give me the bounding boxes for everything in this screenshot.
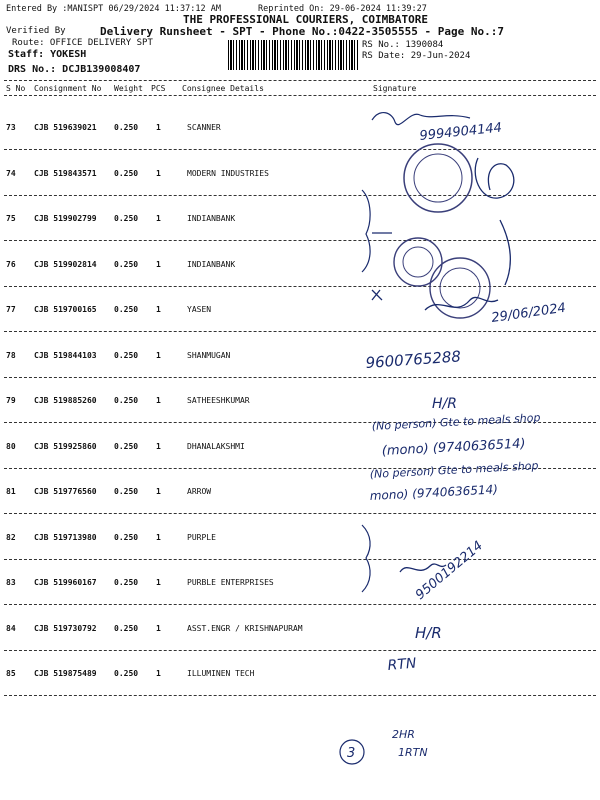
row-divider (4, 422, 596, 423)
row-weight: 0.250 (114, 168, 139, 178)
row-consignment: CJB 519960167 (34, 578, 97, 587)
row-weight: 0.250 (114, 214, 139, 223)
row-pcs: 1 (156, 214, 161, 223)
row-sno: 77 (6, 305, 16, 314)
row-consignee: YASEN (187, 305, 212, 314)
hr-84: H/R (415, 624, 442, 642)
row-divider (4, 331, 596, 332)
row-sno: 74 (6, 168, 16, 178)
signature-76 (500, 220, 510, 285)
note-80a: (No person) Gte to meals shop (371, 411, 541, 433)
col-pcs: PCS (151, 84, 166, 93)
row-pcs: 1 (156, 441, 161, 451)
row-pcs: 1 (156, 396, 161, 405)
row-divider (4, 195, 596, 196)
footer-rtn: 1RTN (398, 746, 428, 759)
divider-header (4, 95, 596, 96)
row-weight: 0.250 (114, 350, 139, 360)
stamp-icon (404, 144, 472, 212)
col-sno: S No (6, 84, 26, 93)
bracket-75-76 (362, 190, 370, 272)
stamp-icon (430, 258, 490, 318)
col-consignment: Consignment No (34, 84, 102, 93)
divider-top (4, 80, 596, 81)
hr-79: H/R (432, 396, 457, 412)
row-consignee: DHANALAKSHMI (187, 441, 245, 451)
row-consignment: CJB 519902814 (34, 259, 97, 269)
row-pcs: 1 (156, 487, 161, 496)
phone-78: 9600765288 (365, 347, 462, 372)
row-consignment: CJB 519639021 (34, 123, 97, 132)
col-signature: Signature (373, 84, 417, 93)
col-weight: Weight (114, 84, 143, 93)
row-sno: 84 (6, 623, 16, 633)
note-81b: mono) (9740636514) (369, 482, 499, 503)
row-divider (4, 650, 596, 651)
staff: Staff: YOKESH (8, 49, 87, 60)
phone-83: 9500192214 (412, 538, 486, 604)
row-consignment: CJB 519844103 (34, 350, 97, 360)
signature-77 (425, 297, 498, 310)
rtn-85: RTN (386, 655, 418, 674)
col-consignee: Consignee Details (182, 84, 264, 93)
row-weight: 0.250 (114, 669, 139, 678)
row-consignee: SCANNER (187, 123, 221, 132)
company-name: THE PROFESSIONAL COURIERS, COIMBATORE (183, 13, 429, 26)
drs-no: DRS No.: DCJB139008407 (8, 64, 141, 75)
row-sno: 73 (6, 123, 16, 132)
signature-73 (372, 113, 470, 125)
row-pcs: 1 (156, 532, 161, 542)
rs-no: RS No.: 1390084 (362, 40, 444, 50)
row-weight: 0.250 (114, 578, 139, 587)
row-pcs: 1 (156, 623, 161, 633)
reprinted-on: Reprinted On: 29-06-2024 11:39:27 (258, 4, 427, 14)
footer-hr: 2HR (392, 728, 415, 741)
mark-77 (372, 290, 382, 300)
row-consignment: CJB 519700165 (34, 305, 97, 314)
route: Route: OFFICE DELIVERY SPT (12, 38, 153, 48)
row-consignment: CJB 519730792 (34, 623, 97, 633)
row-divider (4, 604, 596, 605)
row-weight: 0.250 (114, 259, 139, 269)
row-weight: 0.250 (114, 441, 139, 451)
row-sno: 78 (6, 350, 16, 360)
row-sno: 79 (6, 396, 16, 405)
note-80b: (mono) (9740636514) (381, 436, 526, 459)
row-weight: 0.250 (114, 532, 139, 542)
row-consignment: CJB 519925860 (34, 441, 97, 451)
entered-by: Entered By :MANISPT 06/29/2024 11:37:12 AM (6, 4, 221, 14)
signature-74 (475, 158, 514, 198)
row-consignment: CJB 519885260 (34, 396, 97, 405)
barcode (228, 40, 358, 70)
row-sno: 82 (6, 532, 16, 542)
row-divider (4, 240, 596, 241)
row-consignee: SHANMUGAN (187, 350, 231, 360)
row-consignee: MODERN INDUSTRIES (187, 168, 269, 178)
row-pcs: 1 (156, 350, 161, 360)
row-weight: 0.250 (114, 123, 139, 132)
verified-by: Verified By (6, 26, 66, 36)
row-consignment: CJB 519776560 (34, 487, 97, 496)
row-consignment: CJB 519713980 (34, 532, 97, 542)
footer-count: 3 (347, 746, 356, 761)
row-pcs: 1 (156, 669, 161, 678)
row-consignment: CJB 519902799 (34, 214, 97, 223)
row-sno: 75 (6, 214, 16, 223)
row-weight: 0.250 (114, 396, 139, 405)
row-divider (4, 149, 596, 150)
runsheet-title: Delivery Runsheet - SPT - Phone No.:0422-3505555 - Page No.:7 (100, 25, 504, 38)
row-sno: 76 (6, 259, 16, 269)
row-divider (4, 513, 596, 514)
row-consignee: INDIANBANK (187, 259, 236, 269)
row-pcs: 1 (156, 578, 161, 587)
row-divider (4, 286, 596, 287)
row-consignment: CJB 519843571 (34, 168, 97, 178)
row-consignee: ASST.ENGR / KRISHNAPURAM (187, 623, 303, 633)
row-divider (4, 377, 596, 378)
signature-83 (400, 564, 446, 572)
stamp-icon (394, 238, 442, 286)
row-consignee: INDIANBANK (187, 214, 236, 223)
row-weight: 0.250 (114, 623, 139, 633)
row-weight: 0.250 (114, 305, 139, 314)
row-pcs: 1 (156, 168, 161, 178)
rs-date: RS Date: 29-Jun-2024 (362, 51, 471, 61)
tally-circle (340, 740, 364, 764)
phone-73: 9994904144 (418, 120, 503, 144)
note-81a: (No person) Gte to meals shop (369, 459, 539, 481)
row-divider (4, 468, 596, 469)
row-consignee: PURPLE (187, 532, 216, 542)
row-divider (4, 695, 596, 696)
row-pcs: 1 (156, 305, 161, 314)
row-consignment: CJB 519875489 (34, 669, 97, 678)
row-pcs: 1 (156, 123, 161, 132)
row-divider (4, 559, 596, 560)
row-consignee: ARROW (187, 487, 212, 496)
row-pcs: 1 (156, 259, 161, 269)
row-consignee: PURBLE ENTERPRISES (187, 578, 274, 587)
row-consignee: SATHEESHKUMAR (187, 396, 250, 405)
row-weight: 0.250 (114, 487, 139, 496)
row-sno: 81 (6, 487, 16, 496)
row-sno: 80 (6, 441, 16, 451)
row-consignee: ILLUMINEN TECH (187, 669, 255, 678)
row-sno: 83 (6, 578, 16, 587)
date-77: 29/06/2024 (490, 300, 567, 326)
row-sno: 85 (6, 669, 16, 678)
